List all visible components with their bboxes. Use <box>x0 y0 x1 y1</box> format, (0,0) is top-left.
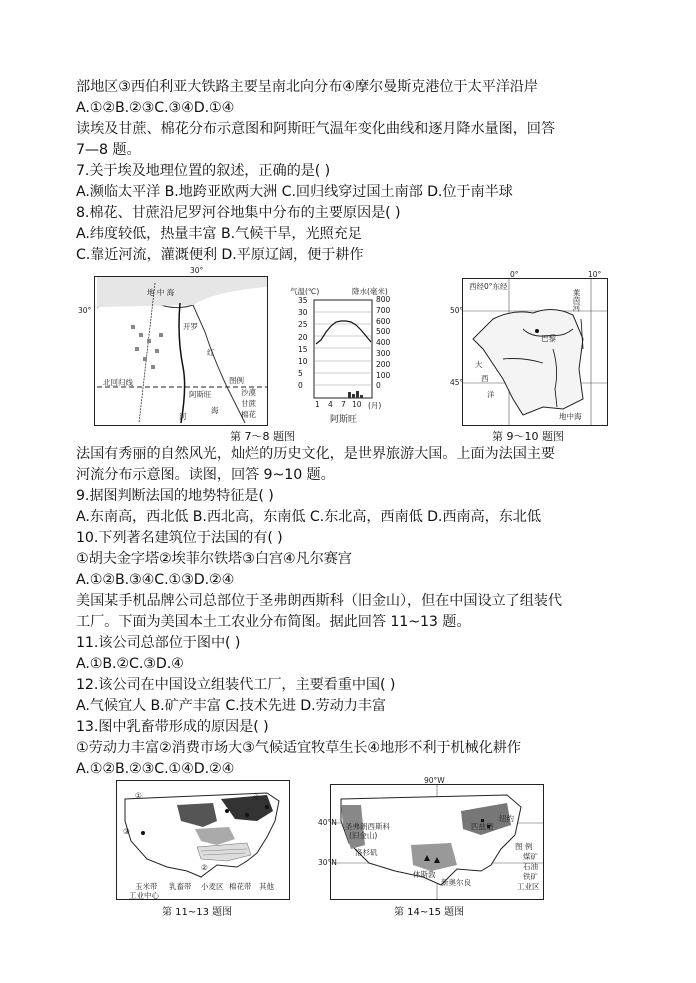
ocean-label: 大 <box>475 360 483 369</box>
text-line: 美国某手机品牌公司总部位于圣弗朗西斯科（旧金山），但在中国设立了组装代 <box>76 593 562 609</box>
question-12-options: A.气候宜人 B.矿产丰富 C.技术先进 D.劳动力丰富 <box>76 698 386 714</box>
temp-ticks <box>298 295 308 393</box>
question-13-items: ①劳动力丰富②消费市场大③气候适宜牧草生长④地形不利于机械化耕作 <box>76 740 521 756</box>
legend-corn: 玉米带 <box>135 882 158 891</box>
caption-7-8: 第 7～8 题图 <box>230 430 295 443</box>
lon-90w-label: 90°W <box>424 776 445 785</box>
text-line: 7—8 题。 <box>76 142 141 158</box>
la-label: 洛杉矶 <box>355 848 378 857</box>
question-10-options: A.①②B.③④C.①③D.②④ <box>76 572 235 588</box>
lat-30n-label: 30°N <box>318 858 337 867</box>
text-line: 工厂。下面为美国本土工农业分布简图。据此回答 11~13 题。 <box>76 614 471 630</box>
river-label: 河 <box>179 412 187 421</box>
legend-cotton: 棉花 <box>241 410 256 419</box>
red-sea-label: 红 <box>207 348 215 357</box>
lon-0-label: 0° <box>510 270 519 279</box>
legend-desert: 沙漠 <box>241 388 256 397</box>
tick: 25 <box>298 320 308 330</box>
marker-4: ④ <box>253 793 260 802</box>
legend-other: 其他 <box>259 882 274 891</box>
tick: 15 <box>298 344 308 354</box>
us-industry-svg <box>331 785 543 899</box>
legend-sugarcane: 甘蔗 <box>241 399 256 408</box>
question-11: 11.该公司总部位于图中( ) <box>76 635 241 651</box>
sf-label: 圣弗朗西斯科 <box>345 822 390 831</box>
hou-label: 休斯敦 <box>413 870 436 879</box>
tick: 20 <box>298 332 308 342</box>
text-line: 部地区③西伯利亚大铁路主要呈南北向分布④摩尔曼斯克港位于太平洋沿岸 <box>76 79 538 95</box>
text-line: 河流分布示意图。读图，回答 9~10 题。 <box>76 467 335 483</box>
no-label: 新奥尔良 <box>441 878 471 887</box>
tick: 35 <box>298 296 308 305</box>
red-sea-label-2: 海 <box>211 406 219 415</box>
pitts-label: 匹兹堡 <box>471 822 494 831</box>
question-8: 8.棉花、甘蔗沿尼罗河谷地集中分布的主要原因是( ) <box>76 205 401 221</box>
lon-label: 30° <box>190 266 204 275</box>
question-10-items: ①胡夫金字塔②埃菲尔铁塔③白宫④凡尔赛宫 <box>76 551 352 567</box>
ny-label: 纽约 <box>499 814 514 823</box>
legend-industrial: 工业区 <box>517 882 540 891</box>
tick: 800 <box>376 295 391 304</box>
legend-title: 图 例 <box>515 842 533 851</box>
month-tick: 10 <box>352 400 362 409</box>
tick: 400 <box>376 338 391 348</box>
month-unit: (月) <box>368 401 382 410</box>
precip-ticks <box>376 295 390 392</box>
cairo-label: 开罗 <box>183 322 198 331</box>
tick: 500 <box>376 327 391 337</box>
lat-40n-label: 40°N <box>318 818 337 827</box>
aswan-label: 阿斯旺 <box>189 390 212 399</box>
text-line: 法国有秀丽的自然风光，灿烂的历史文化，是世界旅游大国。上面为法国主要 <box>76 446 555 462</box>
lat-50-label: 50° <box>450 306 464 315</box>
precip-axis-label: 降水(毫米) <box>352 287 388 296</box>
legend-industry: 工业中心 <box>129 891 159 900</box>
marker-2: ② <box>201 863 208 872</box>
month-tick: 1 <box>315 400 320 409</box>
legend-coal: 煤矿 <box>523 852 538 861</box>
egypt-crop-map <box>94 276 268 426</box>
question-12: 12.该公司在中国设立组装代工厂，主要看重中国( ) <box>76 677 396 693</box>
tick: 200 <box>376 359 391 369</box>
question-8-options-c-d: C.靠近河流，灌溉便利 D.平原辽阔，便于耕作 <box>76 247 364 263</box>
ocean-label-3: 洋 <box>487 390 495 399</box>
france-river-map <box>462 278 608 426</box>
question-13: 13.图中乳畜带形成的原因是( ) <box>76 719 269 735</box>
temp-axis-label: 气温(℃) <box>290 287 320 296</box>
caption-9-10: 第 9～10 题图 <box>492 430 564 443</box>
caption-11-13: 第 11~13 题图 <box>162 907 233 918</box>
tick: 0 <box>298 381 303 391</box>
legend-wheat: 小麦区 <box>201 882 224 891</box>
question-7: 7.关于埃及地理位置的叙述，正确的是( ) <box>76 163 331 179</box>
question-9-options: A.东南高，西北低 B.西北高，东南低 C.东北高，西南低 D.西南高，东北低 <box>76 509 541 525</box>
tropic-label: 北回归线 <box>103 378 133 387</box>
med-label: 地中海 <box>559 412 582 421</box>
us-agriculture-map <box>116 780 290 900</box>
marker-3: ③ <box>123 827 130 836</box>
tick: 600 <box>376 316 391 326</box>
text-line: A.①②B.②③C.③④D.①④ <box>76 100 235 116</box>
marker-1: ① <box>135 791 142 800</box>
question-10: 10.下列著名建筑位于法国的有( ) <box>76 530 283 546</box>
aswan-climate-chart <box>290 286 420 426</box>
legend-iron: 铁矿 <box>523 872 538 881</box>
question-13-options: A.①②B.②③C.①④D.②④ <box>76 761 235 777</box>
rhine-label: 莱茵河 <box>572 289 581 312</box>
question-11-options: A.①B.②C.③D.④ <box>76 656 184 672</box>
city-label: 阿斯旺 <box>330 415 358 425</box>
month-tick: 4 <box>328 400 333 409</box>
sf-label-2: (旧金山) <box>349 831 378 840</box>
legend-title: 图例 <box>229 376 244 385</box>
legend-cotton: 棉花带 <box>229 882 252 891</box>
tick: 5 <box>298 369 303 379</box>
lat-label: 30° <box>78 306 92 315</box>
question-7-options: A.濒临太平洋 B.地跨亚欧两大洲 C.回归线穿过国土南部 D.位于南半球 <box>76 184 513 200</box>
legend-dairy: 乳畜带 <box>169 882 192 891</box>
text-line: 读埃及甘蔗、棉花分布示意图和阿斯旺气温年变化曲线和逐月降水量图，回答 <box>76 121 555 137</box>
caption-14-15: 第 14~15 题图 <box>394 907 465 918</box>
top-label: 西经0°东经 <box>469 282 508 291</box>
lat-45-label: 45° <box>450 378 464 387</box>
tick: 10 <box>298 357 308 367</box>
tick: 100 <box>376 370 391 380</box>
us-industry-map <box>330 784 544 900</box>
sea-label: 地 中 海 <box>147 288 175 297</box>
tick: 700 <box>376 305 391 315</box>
paris-label: 巴黎 <box>541 334 556 343</box>
ocean-label-2: 西 <box>481 374 489 383</box>
tick: 0 <box>376 381 381 391</box>
lon-10-label: 10° <box>588 270 602 279</box>
tick: 300 <box>376 348 391 358</box>
legend-oil: 石油 <box>523 862 538 871</box>
question-8-options-a-b: A.纬度较低，热量丰富 B.气候干旱，光照充足 <box>76 226 362 242</box>
france-map-svg <box>463 279 607 425</box>
tick: 30 <box>298 308 308 318</box>
month-tick: 7 <box>341 400 346 409</box>
question-9: 9.据图判断法国的地势特征是( ) <box>76 488 274 504</box>
